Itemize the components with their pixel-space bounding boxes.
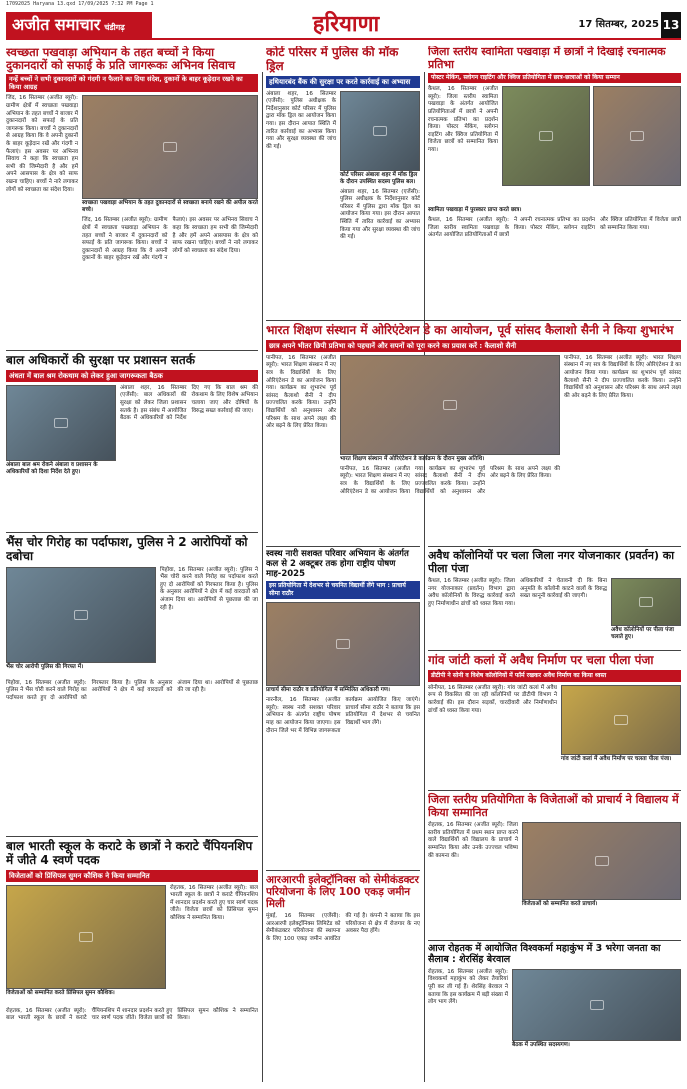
story-semiconductor xyxy=(266,870,420,1082)
photo-icon xyxy=(614,715,628,725)
story-headline: बाल अधिकारों की सुरक्षा पर प्रशासन सतर्क xyxy=(6,353,195,367)
story-headline: भारत शिक्षण संस्थान में ओरिएंटेशन डे का आयोजन, पूर्व सांसद कैलाशो सैनी ने किया शुभारंभ xyxy=(266,323,674,337)
photo-icon xyxy=(443,400,457,410)
paper-logo xyxy=(6,12,152,38)
story-orientation-day xyxy=(266,320,681,542)
story-photo xyxy=(611,578,681,626)
photo-caption: कोर्ट परिसर अंबाला शहर में मॉक ड्रिल के दौरान उपस्थित सदस्य पुलिस बल। xyxy=(340,171,418,185)
story-swamita-pakhwada xyxy=(428,46,681,314)
story-headline: गांव जांटी कलां में अवैध निर्माण पर चला पीला पंजा xyxy=(428,653,654,667)
story-karate xyxy=(6,836,258,1082)
story-body-continued: जिंद, 16 सितम्बर (अजीत ब्यूरो): ग्रामीण क्षेत्रों में स्वच्छता पखवाड़ा अभियान के तहत बच्चों ने बाजार में दुकानदारों को सफाई के प्रति जागरूक किया। बच्चों ने दुकानदारों से आग्रह किया कि वे अपनी दुकानों के बाहर कूड़ेदान रखें और गंदगी न फैलाएं। इस अवसर पर अभिनव सिवाच ने कहा कि स्वच्छता हम सभी की जिम्मेदारी है और हमें अपने आसपास के क्षेत्र को साफ रखना चाहिए। बच्चों ने नारे लगाकर लोगों को स्वच्छता का संदेश दिया। xyxy=(82,217,258,262)
story-headline: स्वच्छता पखवाड़ा अभियान के तहत बच्चों ने किया दुकानदारों को सफाई के प्रति जागरूकः अभिनव सिवाच xyxy=(6,46,236,73)
page-number: 13 xyxy=(661,12,681,38)
story-headline: जिला स्तरीय स्वामिता पखवाड़ा में छात्रों ने दिखाई रचनात्मक प्रतिभा xyxy=(428,46,666,71)
story-illegal-colonies xyxy=(428,546,681,646)
photo-caption: बैठक में उपस्थित सदस्यगण। xyxy=(512,1041,570,1048)
story-kicker: इस प्रतियोगिता में देशभर से चयनित विद्यार्थी लेंगे भाग : प्राचार्य सीमा राठौर xyxy=(266,581,420,599)
story-body-continued: कैथल, 16 सितम्बर (अजीत ब्यूरो): जिला स्तरीय स्वामिता पखवाड़ा के अंतर्गत आयोजित प्रतियोगिताओं में छात्रों ने अपनी रचनात्मक प्रतिभा का प्रदर्शन किया। पोस्टर मेकिंग, स्लोगन राइटिंग और क्विज प्रतियोगिता में विजेता छात्रों को सम्मानित किया गया। xyxy=(428,217,681,239)
story-photo xyxy=(6,385,116,461)
story-photo xyxy=(593,86,681,186)
story-photo xyxy=(502,86,590,186)
story-headline: बाल भारती स्कूल के कराटे के छात्रों ने कराटे चैंपियनशिप में जीते 4 स्वर्ण पदक xyxy=(6,839,253,867)
story-photo xyxy=(6,567,156,663)
story-kicker: अंधता में बाल श्रम रोकथाम को लेकर हुआ जागरूकता बैठक xyxy=(6,370,258,382)
photo-caption: अंबाला बाल श्रम रोकने अंबाला व प्रशासन के अधिकारियों को दिशा निर्देश देते हुए। xyxy=(6,461,98,475)
story-photo xyxy=(522,822,681,900)
story-poshan-maah xyxy=(266,546,420,866)
paper-city: चंडीगढ़ xyxy=(104,23,125,32)
story-photo xyxy=(266,602,420,686)
story-photo xyxy=(6,885,166,989)
story-kicker: नन्हें बच्चों ने सभी दुकानदारों को गंदगी न फैलाने का दिया संदेश, दुकानों के बाहर कूड़ेदान रखने का किया आग्रह xyxy=(6,74,258,92)
photo-caption: प्राचार्य सीमा राठौर व प्रतियोगिता में सम्मिलित अधिकारी गण। xyxy=(266,687,391,694)
story-body-continued: रोहतक, 16 सितम्बर (अजीत ब्यूरो): बाल भारती स्कूल के छात्रों ने कराटे चैंपियनशिप में शानदार प्रदर्शन करते हुए चार स्वर्ण पदक जीते। विजेता छात्रों को प्रिंसिपल सुमन कौशिक ने सम्मानित किया। xyxy=(6,1007,258,1022)
column-rule xyxy=(262,72,263,1082)
story-body-continued: पानीपत, 16 सितम्बर (अजीत ब्यूरो): भारत शिक्षण संस्थान में नए सत्र के विद्यार्थियों के लिए ओरिएंटेशन डे का आयोजन किया गया। कार्यक्रम का शुभारंभ पूर्व सांसद कैलाशो सैनी ने दीप प्रज्ज्वलित करके किया। उन्होंने विद्यार्थियों को अनुशासन और परिश्रम के साथ अपने लक्ष्य की ओर बढ़ने के लिए प्रेरित किया। xyxy=(340,465,560,495)
story-body-continued: पानीपत, 16 सितम्बर (अजीत ब्यूरो): भारत शिक्षण संस्थान में नए सत्र के विद्यार्थियों के लिए ओरिएंटेशन डे का आयोजन किया गया। कार्यक्रम का शुभारंभ पूर्व सांसद कैलाशो सैनी ने दीप प्रज्ज्वलित करके किया। उन्होंने विद्यार्थियों को अनुशासन और परिश्रम के साथ अपने लक्ष्य की ओर बढ़ने के लिए प्रेरित किया। xyxy=(564,354,681,399)
story-jaanti-kalan xyxy=(428,650,681,786)
story-kicker: हथियारबंद बैंक की सुरक्षा पर करते कार्रवाई का अभ्यास xyxy=(266,76,420,88)
edition-date: 17 सितम्बर, 2025 xyxy=(578,19,659,30)
photo-caption: स्वच्छता पखवाड़ा अभियान के तहत दुकानदारों से स्वच्छता बनाये रखने की अपील करते बच्चे। xyxy=(82,200,258,214)
column-rule xyxy=(424,72,425,1082)
story-buffalo-theft xyxy=(6,532,258,830)
story-body: रोहतक, 16 सितम्बर (अजीत ब्यूरो): बाल भारती स्कूल के छात्रों ने कराटे चैंपियनशिप में शानदार प्रदर्शन करते हुए चार स्वर्ण पदक जीते। विजेता छात्रों को प्रिंसिपल सुमन कौशिक ने सम्मानित किया। xyxy=(170,884,258,921)
story-kicker: विजेताओं को प्रिंसिपल सुमन कौशिक ने किया सम्मानित xyxy=(6,870,258,882)
story-photo xyxy=(340,355,560,455)
photo-caption: भारत शिक्षण संस्थान में ओरिएंटेशन डे कार्यक्रम के दौरान मुख्य अतिथि। xyxy=(340,455,485,462)
photo-caption: गांव जांटी कलां में अवैध निर्माण पर चलता पीला पंजा। xyxy=(561,755,672,762)
story-body: कैथल, 16 सितम्बर (अजीत ब्यूरो): जिला नगर योजनाकार (प्रवर्तन) विभाग द्वारा अवैध कॉलोनियों के विरुद्ध कार्रवाई करते हुए निर्माणाधीन ढांचों को ध्वस्त किया गया। अधिकारियों ने चेतावनी दी कि बिना अनुमति के कॉलोनी काटने वालों के विरुद्ध सख्त कानूनी कार्रवाई की जाएगी। xyxy=(428,578,607,608)
story-headline: आरआरपी इलेक्ट्रॉनिक्स को सेमीकंडक्टर परियोजना के लिए 100 एकड़ जमीन मिली xyxy=(266,874,419,911)
paper-name: अजीत समाचार xyxy=(12,15,101,34)
story-headline: भैंस चोर गिरोह का पर्दाफाश, पुलिस ने 2 आरोपियों को दबोचा xyxy=(6,535,248,563)
story-photo xyxy=(340,91,420,171)
story-headline: कोर्ट परिसर में पुलिस की मॉक ड्रिल xyxy=(266,46,399,73)
story-body: अंबाला शहर, 16 सितम्बर (एजेंसी): बाल अधिकारों की सुरक्षा को लेकर जिला प्रशासन सतर्क है। इस संबंध में आयोजित बैठक में अधिकारियों को निर्देश दिए गए कि बाल श्रम की रोकथाम के लिए विशेष अभियान चलाया जाए और दोषियों के विरुद्ध सख्त कार्रवाई की जाए। xyxy=(120,384,258,422)
photo-caption: स्वामिता पखवाड़ा में पुरस्कार प्राप्त करते छात्र। xyxy=(428,207,522,214)
section-title: हरियाणा xyxy=(312,12,380,37)
masthead xyxy=(6,12,681,40)
story-kicker: पोस्टर मेकिंग, स्लोगन राइटिंग और क्विज प्रतियोगिता में छात्र-छात्राओं को किया सम्मान xyxy=(428,73,681,83)
story-body-continued: पिहोवा, 16 सितम्बर (अजीत ब्यूरो): पुलिस ने भैंस चोरी करने वाले गिरोह का पर्दाफाश करते हुए दो आरोपियों को गिरफ्तार किया है। पुलिस के अनुसार आरोपियों ने क्षेत्र में कई वारदातों को अंजाम दिया था। आरोपियों से पूछताछ की जा रही है। xyxy=(6,679,258,701)
story-child-rights xyxy=(6,350,258,528)
story-headline: आज रोहतक में आयोजित विश्वकर्मा महाकुंभ में 3 भरेगा जनता का सैलाब : शेरसिंह बेरवाल xyxy=(428,943,661,965)
story-district-competition xyxy=(428,790,681,936)
photo-icon xyxy=(595,856,609,866)
story-swachhta xyxy=(6,46,258,344)
story-photo xyxy=(512,969,681,1041)
story-body: सोनीपत, 16 सितम्बर (अजीत ब्यूरो): गांव जांटी कलां में अवैध रूप से विकसित की जा रही कॉलोनियों पर डीटीपी विभाग ने कार्रवाई की। इस दौरान सड़कों, चारदीवारी और निर्माणाधीन ढांचों को ध्वस्त किया गया। xyxy=(428,684,557,714)
photo-icon xyxy=(373,126,387,136)
photo-icon xyxy=(74,610,88,620)
photo-icon xyxy=(590,1000,604,1010)
story-kicker: छात्र अपने भीतर छिपी प्रतिभा को पहचानें और सपनों को पूरा करने का प्रयास करें : कैलाशो सैनी xyxy=(266,340,681,352)
photo-icon xyxy=(539,131,553,141)
story-body: रोहतक, 16 सितम्बर (अजीत ब्यूरो): विश्वकर्मा महाकुंभ को लेकर तैयारियां पूरी कर ली गई हैं। शेरसिंह बेरवाल ने बताया कि इस कार्यक्रम में बड़ी संख्या में लोग भाग लेंगे। xyxy=(428,968,508,1006)
photo-icon xyxy=(79,932,93,942)
story-body: रोहतक, 16 सितम्बर (अजीत ब्यूरो): जिला स्तरीय प्रतियोगिता में प्रथम स्थान प्राप्त करने वाले विद्यार्थियों को विद्यालय के प्राचार्य ने सम्मानित किया और उनके उज्ज्वल भविष्य की कामना की। xyxy=(428,822,518,859)
photo-caption: अवैध कॉलोनियों पर पीला पंजा चलाते हुए। xyxy=(611,627,674,641)
photo-caption: विजेताओं को सम्मानित करते प्राचार्य। xyxy=(522,901,598,908)
story-photo xyxy=(561,685,681,755)
story-headline: स्वस्थ नारी सशक्त परिवार अभियान के अंतर्गत कल से 2 अक्टूबर तक होगा राष्ट्रीय पोषण माह-2025 xyxy=(266,549,409,579)
story-kicker: डीटीपी ने सोनी व विशेष कॉलोनियों में फॉर्म रखकर अवैध निर्माण का किया ध्वस्त xyxy=(428,670,681,682)
story-vishwakarma-mahakumbh xyxy=(428,940,681,1082)
story-body: अंबाला शहर, 16 सितम्बर (एजेंसी): पुलिस अधीक्षक के निर्देशानुसार कोर्ट परिसर में पुलिस द्वारा मॉक ड्रिल का आयोजन किया गया। इस दौरान आपात स्थिति में त्वरित कार्रवाई का अभ्यास किया गया और सुरक्षा व्यवस्था की जांच की गई। xyxy=(266,90,336,150)
photo-icon xyxy=(54,418,68,428)
story-body: जिंद, 16 सितम्बर (अजीत ब्यूरो): ग्रामीण क्षेत्रों में स्वच्छता पखवाड़ा अभियान के तहत बच्चों ने बाजार में दुकानदारों को सफाई के प्रति जागरूक किया। बच्चों ने दुकानदारों से आग्रह किया कि वे अपनी दुकानों के बाहर कूड़ेदान रखें और गंदगी न फैलाएं। इस अवसर पर अभिनव सिवाच ने कहा कि स्वच्छता हम सभी की जिम्मेदारी है और हमें अपने आसपास के क्षेत्र को साफ रखना चाहिए। बच्चों ने नारे लगाकर लोगों को स्वच्छता का संदेश दिया। xyxy=(6,95,78,193)
photo-icon xyxy=(639,597,653,607)
story-headline: जिला स्तरीय प्रतियोगिता के विजेताओं को प्राचार्य ने विद्यालय में किया सम्मानित xyxy=(428,793,679,819)
story-body: नारनौल, 16 सितम्बर (अजीत ब्यूरो): स्वस्थ नारी सशक्त परिवार अभियान के अंतर्गत राष्ट्रीय पोषण माह का आयोजन किया जाएगा। इस दौरान जिले भर में विभिन्न जागरूकता कार्यक्रम आयोजित किए जाएंगे। प्राचार्य सीमा राठौर ने बताया कि इस प्रतियोगिता में देशभर से चयनित विद्यार्थी भाग लेंगे। xyxy=(266,697,420,734)
story-body-continued: अंबाला शहर, 16 सितम्बर (एजेंसी): पुलिस अधीक्षक के निर्देशानुसार कोर्ट परिसर में पुलिस द्वारा मॉक ड्रिल का आयोजन किया गया। इस दौरान आपात स्थिति में त्वरित कार्रवाई का अभ्यास किया गया और सुरक्षा व्यवस्था की जांच की गई। xyxy=(340,188,420,241)
photo-caption: भैंस चोर आरोपी पुलिस की गिरफ्त में। xyxy=(6,663,84,670)
story-photo xyxy=(82,95,258,199)
photo-icon xyxy=(163,142,177,152)
story-body: पिहोवा, 16 सितम्बर (अजीत ब्यूरो): पुलिस ने भैंस चोरी करने वाले गिरोह का पर्दाफाश करते हुए दो आरोपियों को गिरफ्तार किया है। पुलिस के अनुसार आरोपियों ने क्षेत्र में कई वारदातों को अंजाम दिया था। आरोपियों से पूछताछ की जा रही है। xyxy=(160,566,258,611)
story-body: मुंबई, 16 सितम्बर (एजेंसी): आरआरपी इलेक्ट्रॉनिक्स लिमिटेड को सेमीकंडक्टर परियोजना की स्थापना के लिए 100 एकड़ जमीन आवंटित की गई है। कंपनी ने बताया कि इस परियोजना से क्षेत्र में रोजगार के नए अवसर पैदा होंगे। xyxy=(266,913,420,942)
photo-icon xyxy=(630,131,644,141)
photo-caption: विजेताओं को सम्मानित करते प्रिंसिपल सुमन कौशिक। xyxy=(6,989,115,996)
story-headline: अवैध कॉलोनियों पर चला जिला नगर योजनाकार (प्रवर्तन) का पीला पंजा xyxy=(428,549,675,575)
story-mock-drill xyxy=(266,46,420,314)
photo-icon xyxy=(336,639,350,649)
story-body: पानीपत, 16 सितम्बर (अजीत ब्यूरो): भारत शिक्षण संस्थान में नए सत्र के विद्यार्थियों के लिए ओरिएंटेशन डे का आयोजन किया गया। कार्यक्रम का शुभारंभ पूर्व सांसद कैलाशो सैनी ने दीप प्रज्ज्वलित करके किया। उन्होंने विद्यार्थियों को अनुशासन और परिश्रम के साथ अपने लक्ष्य की ओर बढ़ने के लिए प्रेरित किया। xyxy=(266,354,336,430)
print-slug: 17092025 Haryana 13.qxd 17/09/2025 7:32 PM Page 1 xyxy=(6,1,154,7)
story-body: कैथल, 16 सितम्बर (अजीत ब्यूरो): जिला स्तरीय स्वामिता पखवाड़ा के अंतर्गत आयोजित प्रतियोगिताओं में छात्रों ने अपनी रचनात्मक प्रतिभा का प्रदर्शन किया। पोस्टर मेकिंग, स्लोगन राइटिंग और क्विज प्रतियोगिता में विजेता छात्रों को सम्मानित किया गया। xyxy=(428,86,498,154)
